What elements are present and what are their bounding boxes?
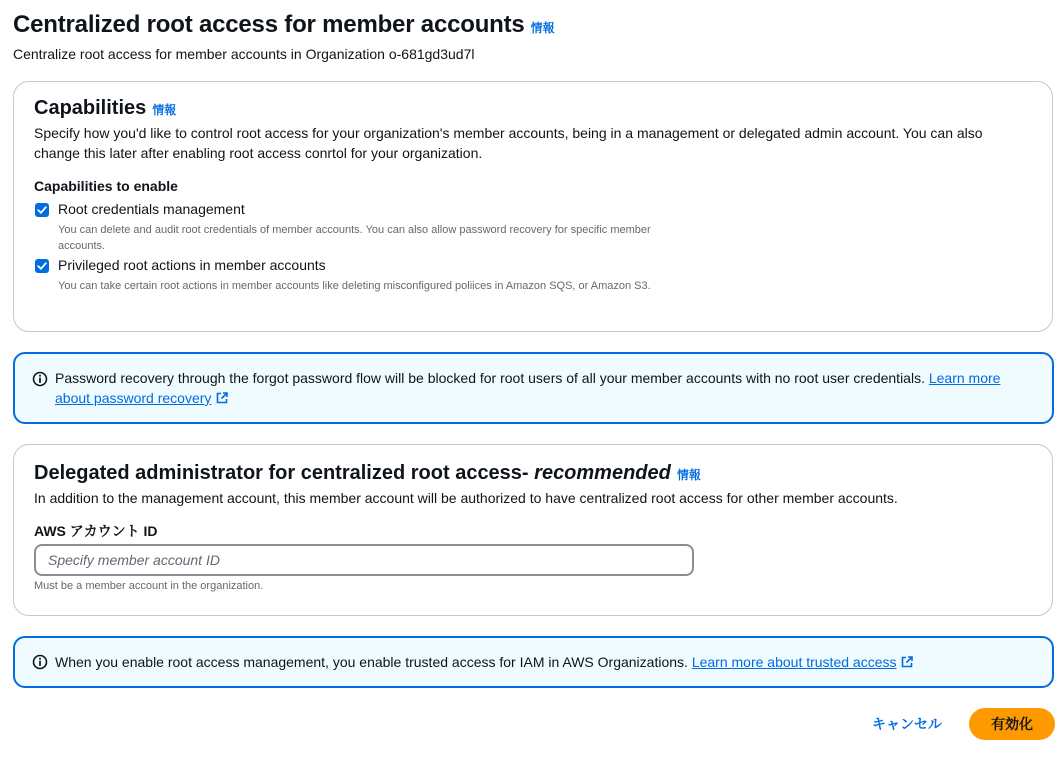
capabilities-panel	[13, 81, 1053, 332]
page-description: Centralize root access for member accounts in Organization o-681gd3ud7l	[13, 46, 475, 62]
info-circle-icon	[32, 654, 48, 670]
capabilities-group-label: Capabilities to enable	[34, 178, 178, 194]
capabilities-info-link[interactable]: 情報	[152, 103, 177, 117]
delegated-admin-header	[34, 462, 701, 485]
checkbox-label[interactable]: Privileged root actions in member accounts	[58, 257, 326, 273]
recommended-label: recommended	[534, 462, 671, 484]
alert-message	[55, 368, 1015, 408]
checkbox-description: You can delete and audit root credentials of member accounts. You can also allow password recovery for specific member accounts.	[58, 224, 651, 252]
delegated-info-link[interactable]: 情報	[676, 468, 701, 482]
alert-message	[55, 652, 1015, 672]
page-header	[13, 11, 555, 39]
external-link-icon[interactable]	[900, 655, 914, 669]
alert-text: When you enable root access management, you enable trusted access for IAM in AWS Organizations.	[55, 654, 692, 670]
page-title: Centralized root access for member accounts	[13, 11, 525, 38]
trusted-access-alert	[13, 636, 1054, 688]
cancel-button[interactable]: キャンセル	[865, 709, 949, 739]
check-icon	[37, 261, 47, 271]
capabilities-title: Capabilities	[34, 97, 147, 119]
checkbox-checked[interactable]	[35, 203, 49, 217]
alert-text: Password recovery through the forgot password flow will be blocked for root users of all your member accounts with no root user credentials.	[55, 370, 929, 386]
enable-button[interactable]: 有効化	[969, 708, 1055, 740]
account-id-hint: Must be a member account in the organization.	[34, 580, 264, 592]
password-recovery-alert	[13, 352, 1054, 424]
account-id-label: AWS アカウント ID	[34, 523, 158, 539]
checkbox-checked[interactable]	[35, 259, 49, 273]
delegated-admin-panel	[13, 444, 1053, 616]
checkbox-label[interactable]: Root credentials management	[58, 201, 245, 217]
delegated-admin-title: Delegated administrator for centralized root access-	[34, 462, 535, 484]
capabilities-header	[34, 97, 176, 120]
learn-more-trusted-access-link[interactable]: Learn more about trusted access	[691, 654, 897, 670]
external-link-icon[interactable]	[215, 391, 229, 405]
account-id-input[interactable]	[34, 544, 694, 576]
check-icon	[37, 205, 47, 215]
delegated-admin-description: In addition to the management account, this member account will be authorized to have centralized root access for other member accounts.	[34, 490, 898, 506]
checkbox-description: You can take certain root actions in member accounts like deleting misconfigured poliices in Amazon SQS, or Amazon S3.	[58, 280, 651, 292]
info-circle-icon	[32, 371, 48, 387]
learn-more-password-recovery-link[interactable]: Learn more about password recovery	[55, 370, 1001, 406]
info-link[interactable]: 情報	[530, 21, 555, 35]
capabilities-description: Specify how you'd like to control root access for your organization's member accounts, being in a management or delegated admin account. You can also change this later after enabling root access conrtol for your organization.	[34, 125, 983, 161]
